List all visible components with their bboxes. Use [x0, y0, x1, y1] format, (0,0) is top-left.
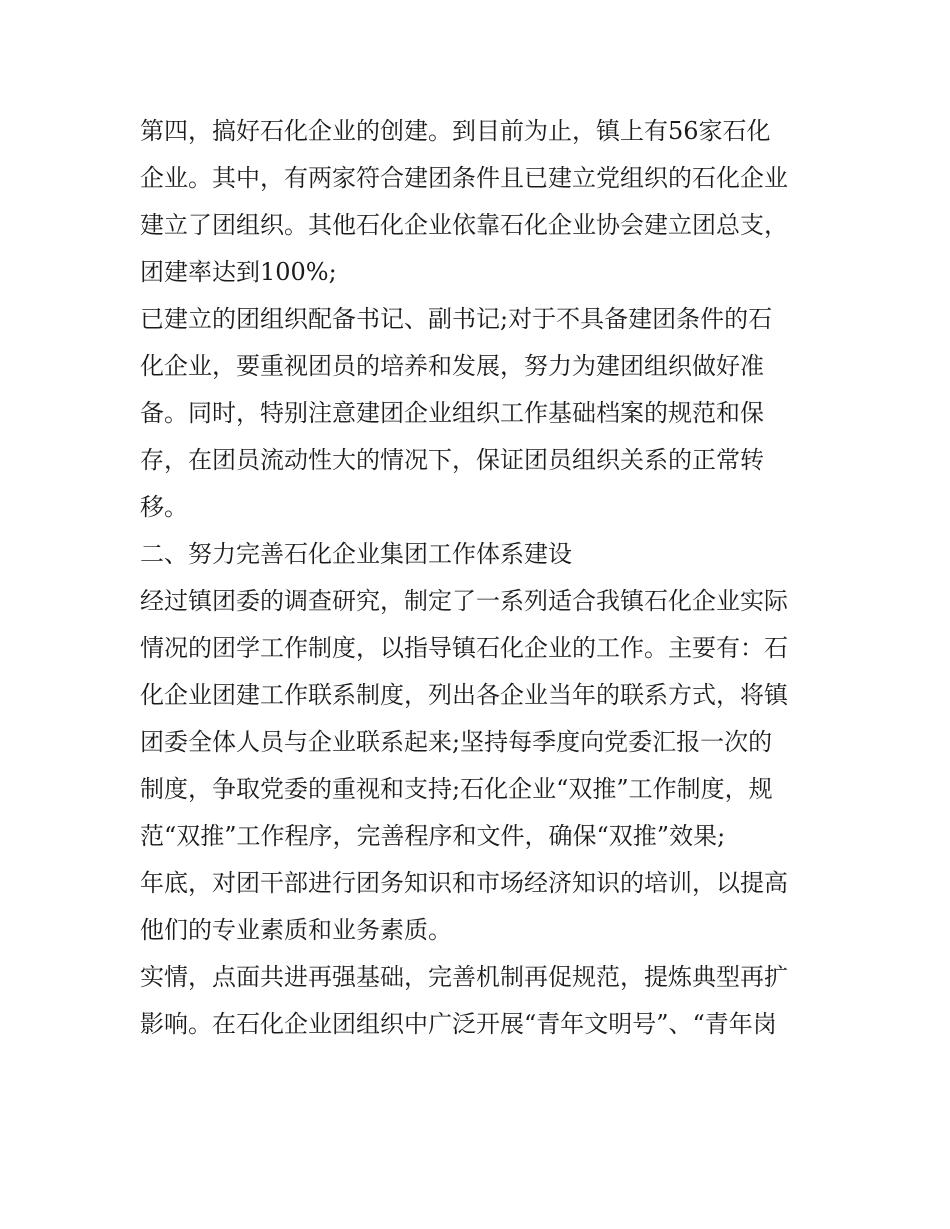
text-line: 年底，对团干部进行团务知识和市场经济知识的培训，以提高 — [140, 869, 788, 897]
text-line: 已建立的团组织配备书记、副书记;对于不具备建团条件的石 — [140, 305, 773, 333]
text-line: 团委全体人员与企业联系起来;坚持每季度向党委汇报一次的 — [140, 728, 773, 756]
text-line: 实情，点面共进再强基础，完善机制再促规范，提炼典型再扩 — [140, 963, 788, 991]
text-line: 他们的专业素质和业务素质。 — [140, 916, 452, 944]
text-line: 存，在团员流动性大的情况下，保证团员组织关系的正常转 — [140, 446, 764, 474]
text-line: 团建率达到100%; — [140, 258, 337, 286]
text-line: 化企业，要重视团员的培养和发展，努力为建团组织做好准 — [140, 352, 764, 380]
document-body — [140, 108, 820, 1048]
text-line: 化企业团建工作联系制度，列出各企业当年的联系方式，将镇 — [140, 681, 788, 709]
text-line: 影响。在石化企业团组织中广泛开展“青年文明号”、“青年岗 — [140, 1010, 777, 1038]
text-line: 建立了团组织。其他石化企业依靠石化企业协会建立团总支， — [140, 211, 788, 239]
text-line: 制度，争取党委的重视和支持;石化企业“双推”工作制度，规 — [140, 775, 773, 803]
text-line: 第四，搞好石化企业的创建。到目前为止，镇上有56家石化 — [140, 117, 771, 145]
text-line: 备。同时，特别注意建团企业组织工作基础档案的规范和保 — [140, 399, 764, 427]
text-line: 情况的团学工作制度，以指导镇石化企业的工作。主要有：石 — [140, 634, 788, 662]
text-line: 范“双推”工作程序，完善程序和文件，确保“双推”效果; — [140, 822, 726, 850]
text-line: 经过镇团委的调查研究，制定了一系列适合我镇石化企业实际 — [140, 587, 788, 615]
text-line: 企业。其中，有两家符合建团条件且已建立党组织的石化企业 — [140, 164, 788, 192]
section-heading: 二、努力完善石化企业集团工作体系建设 — [140, 540, 572, 568]
text-line: 移。 — [140, 493, 188, 521]
